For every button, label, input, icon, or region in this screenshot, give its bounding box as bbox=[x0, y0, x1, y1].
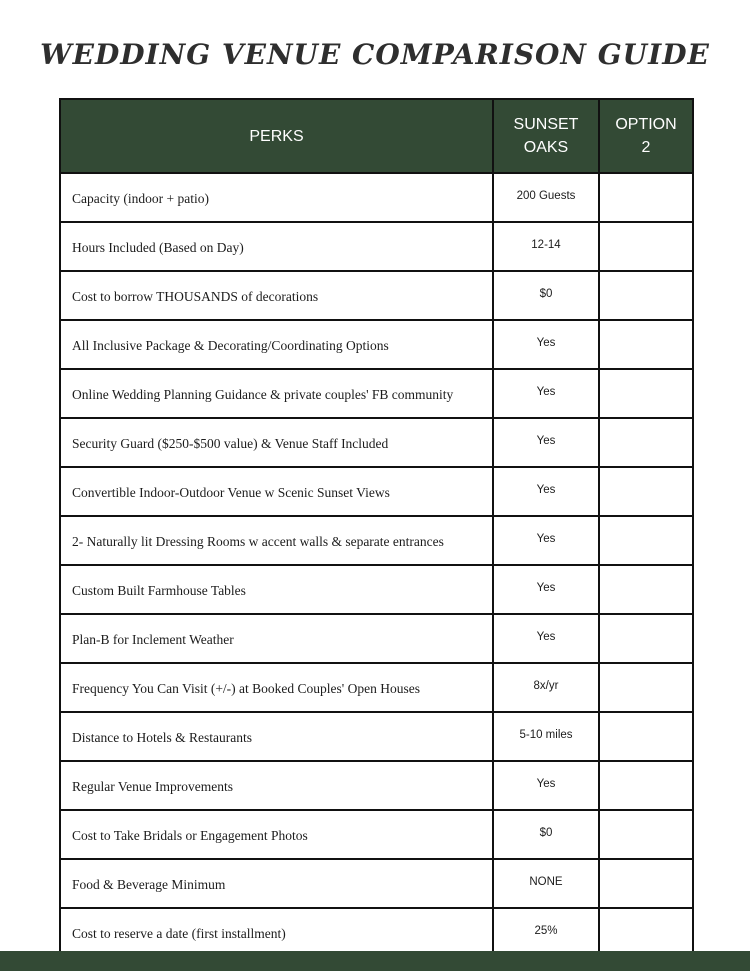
table-row bbox=[60, 271, 693, 320]
table-row bbox=[60, 663, 693, 712]
perk-cell: All Inclusive Package & Decorating/Coordinating Options bbox=[60, 320, 493, 369]
table-row bbox=[60, 369, 693, 418]
header-sunset-oaks-label: SUNSET OAKS bbox=[513, 116, 579, 156]
option-2-value bbox=[599, 173, 693, 222]
option-2-value bbox=[599, 908, 693, 957]
perk-cell: Online Wedding Planning Guidance & private couples' FB community bbox=[60, 369, 493, 418]
option-2-value bbox=[599, 516, 693, 565]
perk-cell: Cost to reserve a date (first installment) bbox=[60, 908, 493, 957]
perk-cell: Cost to borrow THOUSANDS of decorations bbox=[60, 271, 493, 320]
option-2-value bbox=[599, 761, 693, 810]
table-row bbox=[60, 222, 693, 271]
sunset-oaks-value: 5-10 miles bbox=[493, 712, 599, 761]
table-row bbox=[60, 859, 693, 908]
table-row bbox=[60, 320, 693, 369]
perk-cell: Convertible Indoor-Outdoor Venue w Scenic Sunset Views bbox=[60, 467, 493, 516]
perk-cell: Frequency You Can Visit (+/-) at Booked Couples' Open Houses bbox=[60, 663, 493, 712]
page-title: WEDDING VENUE COMPARISON GUIDE bbox=[40, 38, 710, 71]
table-row bbox=[60, 712, 693, 761]
perk-cell: 2- Naturally lit Dressing Rooms w accent walls & separate entrances bbox=[60, 516, 493, 565]
option-2-value bbox=[599, 222, 693, 271]
sunset-oaks-value: Yes bbox=[493, 369, 599, 418]
table-row bbox=[60, 516, 693, 565]
option-2-value bbox=[599, 614, 693, 663]
sunset-oaks-value: Yes bbox=[493, 516, 599, 565]
option-2-value bbox=[599, 810, 693, 859]
perk-cell: Hours Included (Based on Day) bbox=[60, 222, 493, 271]
footer-bar bbox=[0, 951, 750, 971]
sunset-oaks-value: 8x/yr bbox=[493, 663, 599, 712]
sunset-oaks-value: Yes bbox=[493, 565, 599, 614]
sunset-oaks-value: 25% bbox=[493, 908, 599, 957]
sunset-oaks-value: NONE bbox=[493, 859, 599, 908]
table-row bbox=[60, 418, 693, 467]
perk-cell: Food & Beverage Minimum bbox=[60, 859, 493, 908]
option-2-value bbox=[599, 271, 693, 320]
sunset-oaks-value: $0 bbox=[493, 271, 599, 320]
perk-cell: Custom Built Farmhouse Tables bbox=[60, 565, 493, 614]
header-sunset-oaks bbox=[493, 99, 599, 173]
perk-cell: Security Guard ($250-$500 value) & Venue Staff Included bbox=[60, 418, 493, 467]
table-row bbox=[60, 614, 693, 663]
comparison-table bbox=[59, 98, 694, 958]
perk-cell: Capacity (indoor + patio) bbox=[60, 173, 493, 222]
table-row bbox=[60, 810, 693, 859]
perk-cell: Regular Venue Improvements bbox=[60, 761, 493, 810]
table-row bbox=[60, 565, 693, 614]
option-2-value bbox=[599, 712, 693, 761]
perk-cell: Plan-B for Inclement Weather bbox=[60, 614, 493, 663]
table-body bbox=[60, 173, 693, 957]
sunset-oaks-value: Yes bbox=[493, 467, 599, 516]
option-2-value bbox=[599, 467, 693, 516]
perk-cell: Distance to Hotels & Restaurants bbox=[60, 712, 493, 761]
sunset-oaks-value: Yes bbox=[493, 320, 599, 369]
option-2-value bbox=[599, 663, 693, 712]
table-row bbox=[60, 173, 693, 222]
option-2-value bbox=[599, 369, 693, 418]
sunset-oaks-value: Yes bbox=[493, 614, 599, 663]
option-2-value bbox=[599, 565, 693, 614]
table-row bbox=[60, 761, 693, 810]
sunset-oaks-value: $0 bbox=[493, 810, 599, 859]
sunset-oaks-value: 200 Guests bbox=[493, 173, 599, 222]
header-option-2 bbox=[599, 99, 693, 173]
option-2-value bbox=[599, 320, 693, 369]
option-2-value bbox=[599, 859, 693, 908]
table-row bbox=[60, 908, 693, 957]
sunset-oaks-value: Yes bbox=[493, 761, 599, 810]
header-option-2-label: OPTION 2 bbox=[615, 116, 677, 156]
sunset-oaks-value: Yes bbox=[493, 418, 599, 467]
perk-cell: Cost to Take Bridals or Engagement Photos bbox=[60, 810, 493, 859]
option-2-value bbox=[599, 418, 693, 467]
header-perks: PERKS bbox=[60, 99, 493, 173]
table-header-row bbox=[60, 99, 693, 173]
sunset-oaks-value: 12-14 bbox=[493, 222, 599, 271]
table-row bbox=[60, 467, 693, 516]
